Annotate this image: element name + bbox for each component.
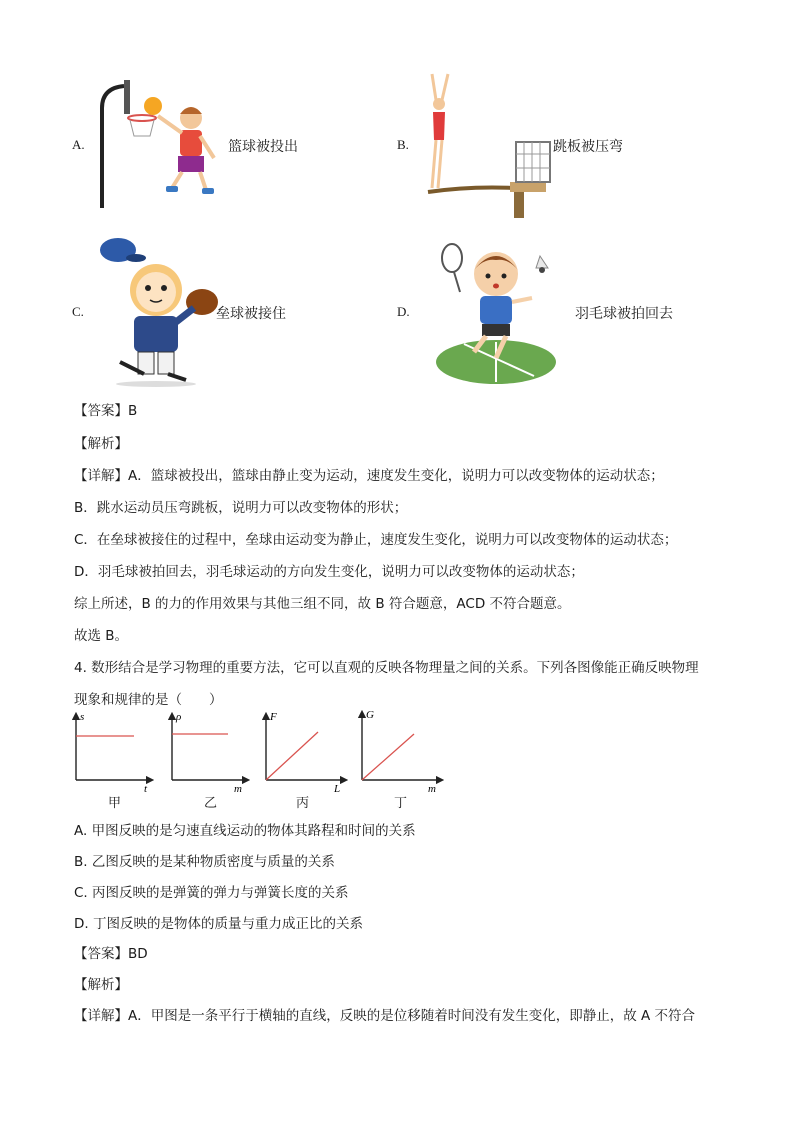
- option-c-caption: 垒球被接住: [216, 306, 286, 322]
- graph-line: [362, 734, 414, 780]
- softball-catch-illustration: [90, 232, 220, 388]
- answer-2: 【答案】BD: [74, 946, 148, 962]
- badminton-illustration: [424, 236, 564, 388]
- graph-jia: [66, 708, 156, 795]
- x-axis-label: m: [428, 783, 436, 795]
- question-4-text: 4. 数形结合是学习物理的重要方法，它可以直观的反映各物理量之间的关系。下列各图像能正确反映物理: [74, 660, 699, 676]
- analysis-1-heading: 【解析】: [74, 436, 128, 452]
- option-a-letter: A.: [72, 137, 85, 152]
- y-axis-label: G: [366, 709, 374, 721]
- option-d-letter: D.: [397, 304, 410, 319]
- option-a-caption: 篮球被投出: [228, 139, 298, 155]
- basketball-illustration: [96, 78, 220, 210]
- detail-1-line: 故选 B。: [74, 628, 129, 644]
- x-axis-label: t: [144, 783, 148, 795]
- question-4-text: 现象和规律的是（ ）: [74, 692, 223, 708]
- graph-line: [266, 732, 318, 780]
- x-axis-label: L: [334, 783, 341, 795]
- y-axis-label: F: [270, 711, 277, 723]
- choice-d: D. 丁图反映的是物体的质量与重力成正比的关系: [74, 916, 363, 932]
- diving-board-illustration: [420, 70, 555, 220]
- y-axis-label: s: [80, 711, 85, 723]
- detail-1-line: 综上所述，B 的力的作用效果与其他三组不同，故 B 符合题意，ACD 不符合题意。: [74, 596, 571, 612]
- graph-ding: [352, 704, 446, 794]
- choice-b: B. 乙图反映的是某种物质密度与质量的关系: [74, 854, 335, 870]
- detail-1-line: 【详解】A．篮球被投出，篮球由静止变为运动，速度发生变化，说明力可以改变物体的运动状态；: [74, 468, 664, 484]
- analysis-2-heading: 【解析】: [74, 977, 128, 993]
- graph-yi-name: 乙: [204, 796, 218, 811]
- graph-ding-name: 丁: [394, 796, 408, 811]
- graph-bing-name: 丙: [296, 796, 310, 811]
- y-axis-label: ρ: [176, 711, 182, 723]
- x-axis-label: m: [234, 783, 242, 795]
- detail-1-line: D．羽毛球被拍回去，羽毛球运动的方向发生变化，说明力可以改变物体的运动状态；: [74, 564, 584, 580]
- detail-1-line: B．跳水运动员压弯跳板，说明力可以改变物体的形状；: [74, 500, 408, 516]
- choice-a: A. 甲图反映的是匀速直线运动的物体其路程和时间的关系: [74, 823, 416, 839]
- option-b-letter: B.: [397, 137, 409, 152]
- option-c-letter: C.: [72, 304, 84, 319]
- option-d-caption: 羽毛球被拍回去: [575, 306, 673, 322]
- graph-jia-name: 甲: [108, 796, 122, 811]
- graph-bing: [256, 708, 350, 795]
- detail-1-line: C．在垒球被接住的过程中，垒球由运动变为静止，速度发生变化，说明力可以改变物体的运动状态；: [74, 532, 678, 548]
- option-b-caption: 跳板被压弯: [553, 139, 623, 155]
- detail-2-line: 【详解】A．甲图是一条平行于横轴的直线，反映的是位移随着时间没有发生变化，即静止，故 A 不符合: [74, 1008, 696, 1024]
- answer-1: 【答案】B: [74, 403, 138, 419]
- graph-yi: [162, 708, 252, 795]
- choice-c: C. 丙图反映的是弹簧的弹力与弹簧长度的关系: [74, 885, 349, 901]
